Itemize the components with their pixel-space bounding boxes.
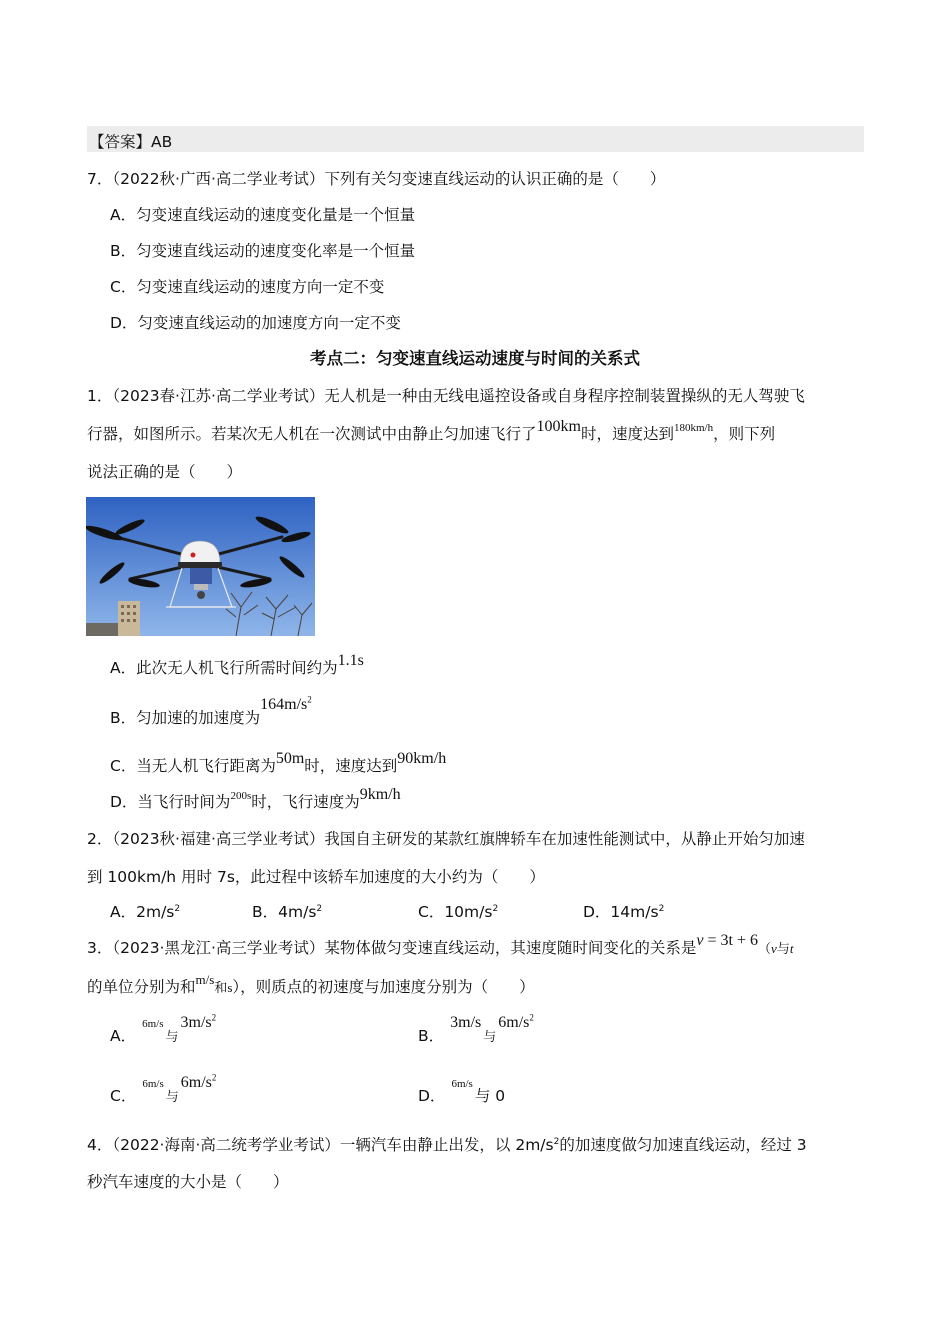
q3-paren-open: （ <box>758 941 772 956</box>
section-title: 考点二：匀变速直线运动速度与时间的关系式 <box>310 349 640 368</box>
q3-line2-a: 的单位分别为和 <box>87 978 196 996</box>
q2-option-a-exp: 2 <box>174 903 181 914</box>
q3-line2 <box>87 972 535 997</box>
q2-option-a-label: A．2m/s <box>110 903 175 921</box>
q3-option-a-label: A． <box>110 1027 137 1045</box>
q2-option-a <box>110 900 180 922</box>
q7-option-b: B．匀变速直线运动的速度变化率是一个恒量 <box>110 242 416 260</box>
q2-line1: 2．（2023秋·福建·高三学业考试）我国自主研发的某款红旗牌轿车在加速性能测试中，从静止开始匀加速 <box>87 830 805 848</box>
q1-line2-c: ，则下列 <box>713 425 776 443</box>
q3-option-b-v0: 3m/s <box>450 1014 482 1031</box>
q3-option-d-rest: 与 0 <box>474 1087 506 1105</box>
q3-unit1: m/s <box>195 972 215 987</box>
q1-option-c <box>110 750 447 776</box>
q2-option-b-exp: 2 <box>316 903 323 914</box>
q3-option-a-v0: 6m/s <box>142 1018 164 1030</box>
q2-option-c-label: C．10m/s <box>418 903 493 921</box>
q3-option-b-label: B． <box>418 1027 445 1045</box>
q2-line2: 到 100km/h 用时 7s，此过程中该轿车加速度的大小约为（ ） <box>87 868 545 886</box>
answer-bar <box>87 126 864 152</box>
q3-var-t: t <box>789 941 794 956</box>
q1-option-c-mid: 时，速度达到 <box>304 757 398 775</box>
q2-option-b <box>252 900 322 922</box>
q1-option-d <box>110 786 401 812</box>
q2-option-d-exp: 2 <box>658 903 665 914</box>
q3-with: 与 <box>776 941 790 956</box>
q3-eq-v: v <box>696 932 704 949</box>
q3-option-b-acc <box>498 1014 534 1031</box>
q1-option-a-value: 1.1s <box>337 652 364 669</box>
q1-option-d-value2: 9km/h <box>359 786 401 803</box>
q3-option-a-with: 与 <box>165 1029 179 1044</box>
q4-line2: 秒汽车速度的大小是（ ） <box>87 1173 289 1191</box>
q4-line1-b: 的加速度做匀加速直线运动，经过 3 <box>559 1136 807 1154</box>
q1-line3: 说法正确的是（ ） <box>87 463 243 481</box>
q3-option-d <box>418 1078 506 1106</box>
q3-eq-rest: = 3t + 6 <box>703 932 759 949</box>
q3-line2-b: ），则质点的初速度与加速度分别为（ ） <box>232 978 535 996</box>
drone-image <box>86 497 315 636</box>
q2-option-c-exp: 2 <box>492 903 499 914</box>
q1-option-b-number: 164m/s <box>260 696 308 713</box>
q3-option-b <box>418 1012 534 1046</box>
q1-option-a <box>110 652 364 678</box>
q1-option-b-exp: 2 <box>307 694 312 705</box>
q3-equation <box>696 932 758 949</box>
q3-option-a-acc-value: 3m/s <box>180 1014 212 1031</box>
q1-distance: 100km <box>536 418 581 435</box>
q1-option-d-value1: 200s <box>230 790 252 802</box>
q3-option-c-v0: 6m/s <box>142 1078 164 1090</box>
q3-line1-text: 3．（2023·黑龙江·高三学业考试）某物体做匀变速直线运动，其速度随时间变化的关系是 <box>87 939 697 957</box>
q3-unit2: s <box>227 980 233 995</box>
q1-option-a-text: A．此次无人机飞行所需时间约为 <box>110 659 338 677</box>
q3-option-b-with: 与 <box>483 1029 497 1044</box>
q1-option-c-text: C．当无人机飞行距离为 <box>110 757 276 775</box>
q3-option-c-acc-exp: 2 <box>211 1072 217 1083</box>
q3-and: 和 <box>214 980 228 995</box>
q3-option-c-acc-value: 6m/s <box>180 1074 212 1091</box>
q2-option-d-label: D．14m/s <box>583 903 659 921</box>
q1-line2-a: 行器，如图所示。若某次无人机在一次测试中由静止匀加速飞行了 <box>87 425 537 443</box>
q3-option-c-label: C． <box>110 1087 137 1105</box>
q1-option-d-text: D．当飞行时间为 <box>110 793 231 811</box>
q3-option-b-acc-exp: 2 <box>529 1012 534 1023</box>
q2-option-b-label: B．4m/s <box>252 903 317 921</box>
q4-line1-a: 4．（2022·海南·高二统考学业考试）一辆汽车由静止出发，以 2m/s <box>87 1136 554 1154</box>
q1-option-b <box>110 694 312 728</box>
q3-option-d-v0: 6m/s <box>451 1078 473 1090</box>
q4-line1 <box>87 1133 807 1155</box>
q1-option-c-value2: 90km/h <box>397 750 447 767</box>
q3-option-d-label: D． <box>418 1087 446 1105</box>
q1-option-b-value <box>260 696 312 713</box>
q3-option-b-acc-value: 6m/s <box>498 1014 530 1031</box>
q7-option-c: C．匀变速直线运动的速度方向一定不变 <box>110 278 385 296</box>
q7-option-a: A．匀变速直线运动的速度变化量是一个恒量 <box>110 206 416 224</box>
q2-option-d <box>583 900 664 922</box>
q1-speed: 180km/h <box>673 422 714 434</box>
q3-option-c-with: 与 <box>165 1089 179 1104</box>
q1-line2-b: 时，速度达到 <box>580 425 674 443</box>
q3-option-a-acc-exp: 2 <box>211 1012 217 1023</box>
q7-stem: 7．（2022秋·广西·高二学业考试）下列有关匀变速直线运动的认识正确的是（ ） <box>87 170 666 188</box>
q1-line2 <box>87 418 776 444</box>
q3-option-c-acc <box>181 1074 217 1091</box>
q4-line1-exp: 2 <box>553 1136 560 1147</box>
q1-option-b-text: B．匀加速的加速度为 <box>110 709 261 727</box>
q7-option-d: D．匀变速直线运动的加速度方向一定不变 <box>110 314 401 332</box>
q3-option-c <box>110 1072 217 1106</box>
q3-paren <box>758 941 793 956</box>
q3-line1 <box>87 932 794 958</box>
q3-option-a <box>110 1012 217 1046</box>
q1-option-c-value1: 50m <box>275 750 305 767</box>
q3-option-a-acc <box>181 1014 217 1031</box>
q2-option-c <box>418 900 498 922</box>
q1-option-d-mid: 时，飞行速度为 <box>251 793 360 811</box>
answer-text: 【答案】AB <box>89 133 173 151</box>
q1-line1: 1．（2023春·江苏·高二学业考试）无人机是一种由无线电遥控设备或自身程序控制装置操纵的无人驾驶飞 <box>87 387 805 405</box>
q3-var-v: v <box>771 941 777 956</box>
